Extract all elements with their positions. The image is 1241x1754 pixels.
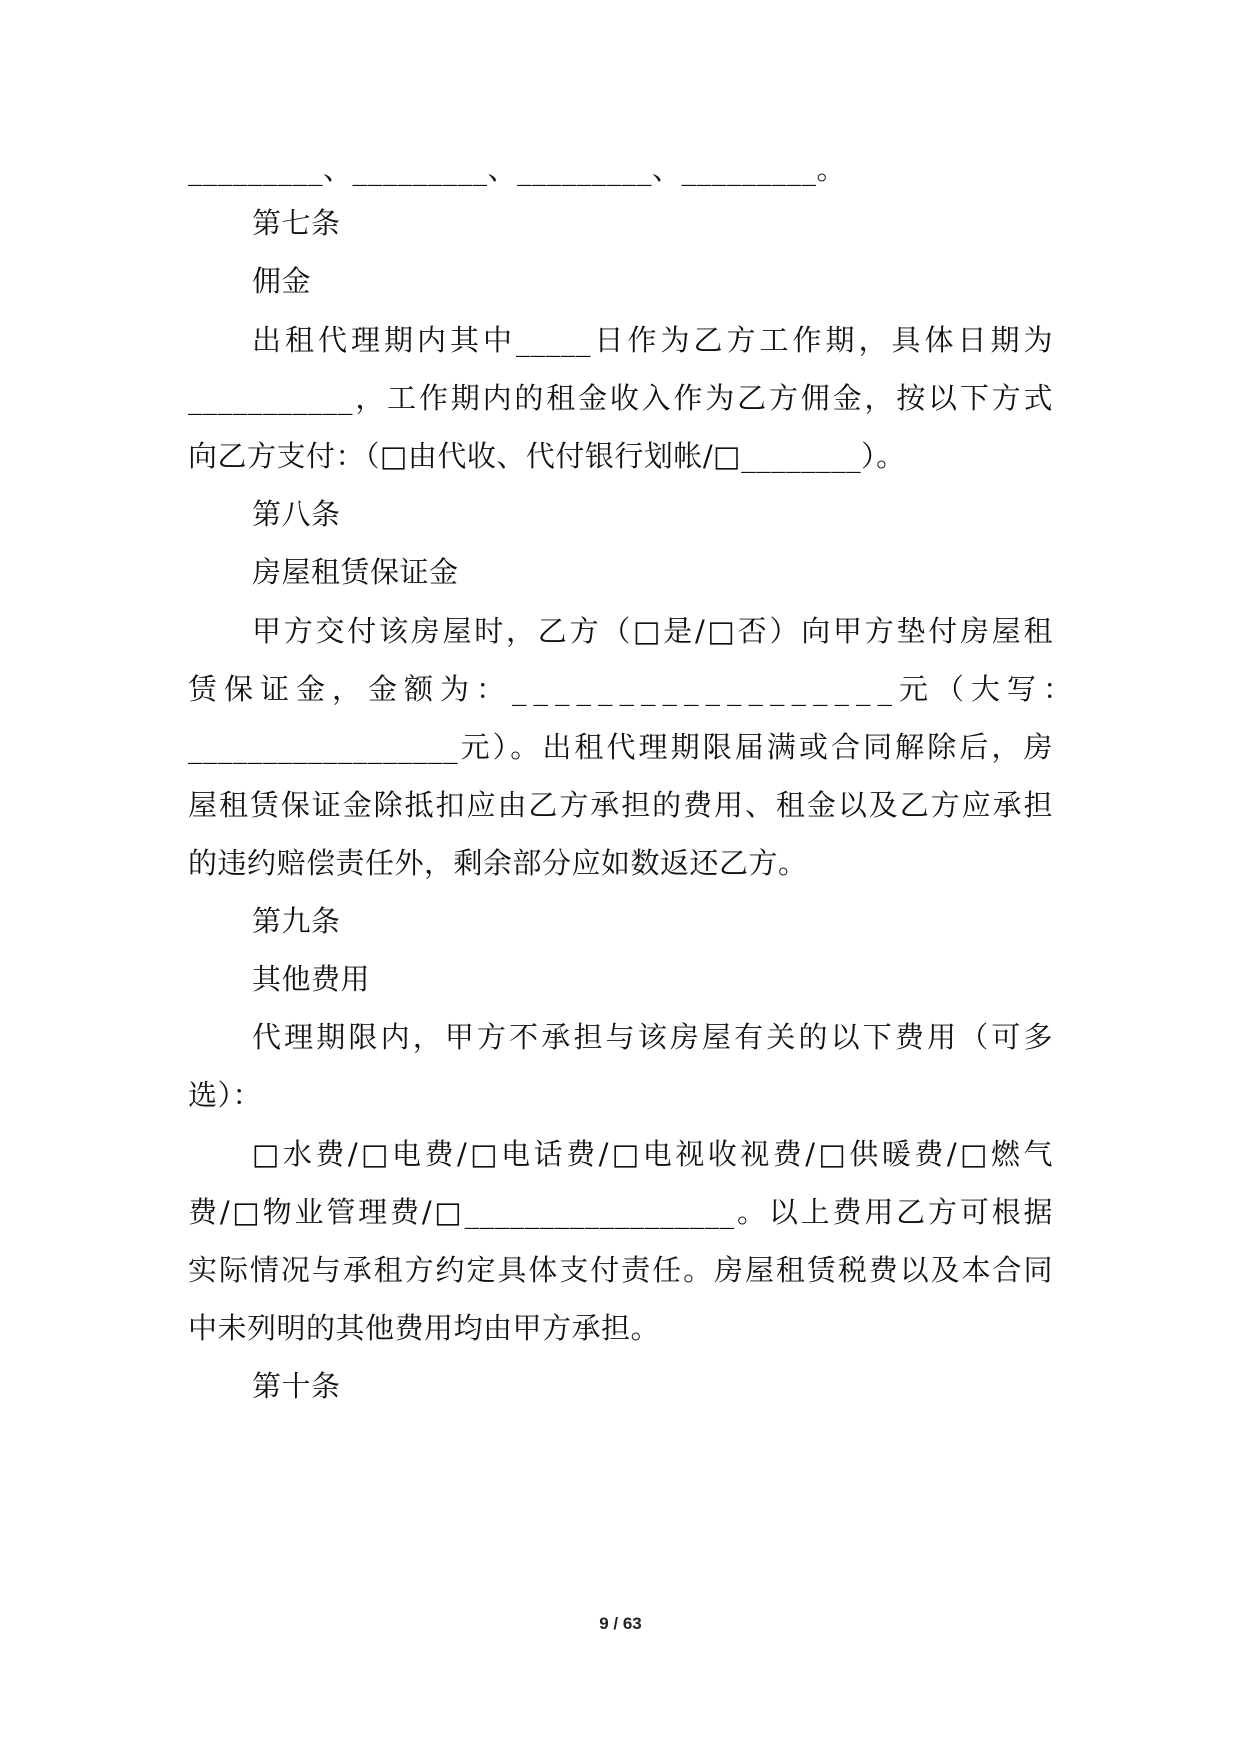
paragraph-line: 屋租赁保证金除抵扣应由乙方承担的费用、租金以及乙方应承担 xyxy=(188,788,1053,822)
paragraph-line: ___________，工作期内的租金收入作为乙方佣金，按以下方式 xyxy=(188,381,1053,415)
paragraph-line: 选）： xyxy=(188,1078,263,1112)
paragraph-line: __________________元）。出租代理期限届满或合同解除后，房 xyxy=(188,730,1053,764)
page-number: 9 / 63 xyxy=(599,1614,642,1633)
paragraph-line: □水费/□电费/□电话费/□电视收视费/□供暖费/□燃气 xyxy=(252,1137,1053,1171)
article-heading-10: 第十条 xyxy=(252,1369,341,1403)
paragraph-line: 中未列明的其他费用均由甲方承担。 xyxy=(188,1311,661,1345)
paragraph-line: 代理期限内，甲方不承担与该房屋有关的以下费用（可多 xyxy=(252,1020,1053,1054)
paragraph-line: 实际情况与承租方约定具体支付责任。房屋租赁税费以及本合同 xyxy=(188,1253,1053,1287)
article-title-deposit: 房屋租赁保证金 xyxy=(252,555,459,589)
paragraph-line: 出租代理期内其中_____日作为乙方工作期，具体日期为 xyxy=(252,323,1053,357)
article-title-commission: 佣金 xyxy=(252,264,312,298)
article-heading-7: 第七条 xyxy=(252,206,341,240)
paragraph-line: 向乙方支付：（□由代收、代付银行划帐/□________）。 xyxy=(188,439,906,473)
paragraph-line: 赁保证金，金额为：__________________元（大写： xyxy=(188,672,1080,706)
text-line-blanks-list: _________、_________、_________、_________。 xyxy=(188,152,847,186)
article-title-other-fees: 其他费用 xyxy=(252,962,371,996)
paragraph-line: 的违约赔偿责任外，剩余部分应如数返还乙方。 xyxy=(188,846,808,880)
article-heading-8: 第八条 xyxy=(252,497,341,531)
article-heading-9: 第九条 xyxy=(252,904,341,938)
paragraph-line: 费/□物业管理费/□__________________。以上费用乙方可根据 xyxy=(188,1195,1053,1229)
paragraph-line: 甲方交付该房屋时，乙方（□是/□否）向甲方垫付房屋租 xyxy=(252,614,1053,648)
